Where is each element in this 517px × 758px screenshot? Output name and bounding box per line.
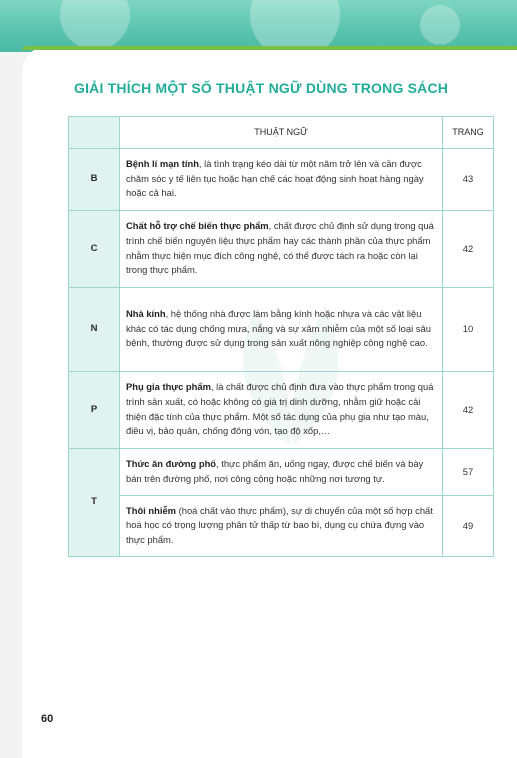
decorative-bubble	[420, 5, 460, 45]
term-cell	[120, 372, 443, 449]
page-cell: 10	[443, 288, 494, 372]
glossary-table	[68, 116, 494, 557]
glossary-body	[69, 149, 494, 557]
top-banner	[0, 0, 517, 52]
term-name: Thôi nhiễm	[126, 504, 176, 516]
letter-cell: T	[69, 449, 120, 557]
term-definition: , là chất được chủ định đưa vào thực phẩm trong quá trình sản xuất, có hoặc không có giá trị dinh dưỡng, nhằm giữ hoặc cải thiện đặc tính của thực phẩm. Một số tác dụng của phụ gia như tạo màu, điều vị, bảo quản, chống đông vón, tạo độ xốp,…	[126, 381, 434, 437]
term-definition: , chất được chủ định sử dụng trong quá trình chế biến nguyên liệu thực phẩm hay các thành phần của thực phẩm nhằm thực hiện mục đích công nghệ, có thể được tách ra hoặc còn lại trong thực phẩm.	[126, 220, 434, 276]
table-row	[69, 288, 494, 372]
term-cell	[120, 288, 443, 372]
term-name: Bệnh lí mạn tính	[126, 158, 199, 170]
term-name: Phụ gia thực phẩm	[126, 381, 211, 393]
term-definition: (hoá chất vào thực phẩm), sự di chuyển của một số hợp chất hoá học có trọng lượng phân tử thấp từ bao bì, dụng cụ chứa đựng vào thực phẩm.	[126, 504, 433, 545]
term-cell	[120, 496, 443, 557]
header-term: THUẬT NGỮ	[120, 117, 443, 149]
header-page: TRANG	[443, 117, 494, 149]
table-row	[69, 372, 494, 449]
header-letter-cell	[69, 117, 120, 149]
page-cell: 57	[443, 449, 494, 496]
table-header-row	[69, 117, 494, 149]
decorative-bubble	[250, 0, 340, 52]
decorative-bubble	[60, 0, 130, 50]
term-cell	[120, 149, 443, 211]
page-cell: 43	[443, 149, 494, 211]
table-row	[69, 211, 494, 288]
page-cell: 42	[443, 211, 494, 288]
page-title: GIẢI THÍCH MỘT SỐ THUẬT NGỮ DÙNG TRONG SÁCH	[74, 80, 449, 96]
term-cell	[120, 449, 443, 496]
letter-cell: N	[69, 288, 120, 372]
term-name: Nhà kính	[126, 308, 166, 320]
term-definition: , là tình trạng kéo dài từ một năm trở lên và cần được chăm sóc y tế liên tục hoặc hạn chế các hoạt động sinh hoạt hàng ngày hoặc cả hai.	[126, 158, 424, 199]
letter-cell: P	[69, 372, 120, 449]
page-number: 60	[41, 713, 54, 725]
letter-cell: B	[69, 149, 120, 211]
table-row	[69, 149, 494, 211]
table-row	[69, 496, 494, 557]
term-cell	[120, 211, 443, 288]
term-name: Chất hỗ trợ chế biến thực phẩm	[126, 220, 269, 232]
table-row	[69, 449, 494, 496]
term-definition: , thực phẩm ăn, uống ngay, được chế biến và bày bán trên đường phố, nơi công cộng hoặc những nơi tương tự.	[126, 457, 424, 484]
page-cell: 42	[443, 372, 494, 449]
letter-cell: C	[69, 211, 120, 288]
term-definition: , hệ thống nhà được làm bằng kính hoặc nhựa và các vật liệu khác có tác dụng chống mưa, nắng và sự xâm nhiễm của một số loại sâu bệnh, thường được sử dụng trong sản xuất nông nghiệp công nghệ cao.	[126, 308, 431, 349]
accent-stripe	[22, 46, 517, 50]
page-cell: 49	[443, 496, 494, 557]
term-name: Thức ăn đường phố	[126, 457, 217, 469]
